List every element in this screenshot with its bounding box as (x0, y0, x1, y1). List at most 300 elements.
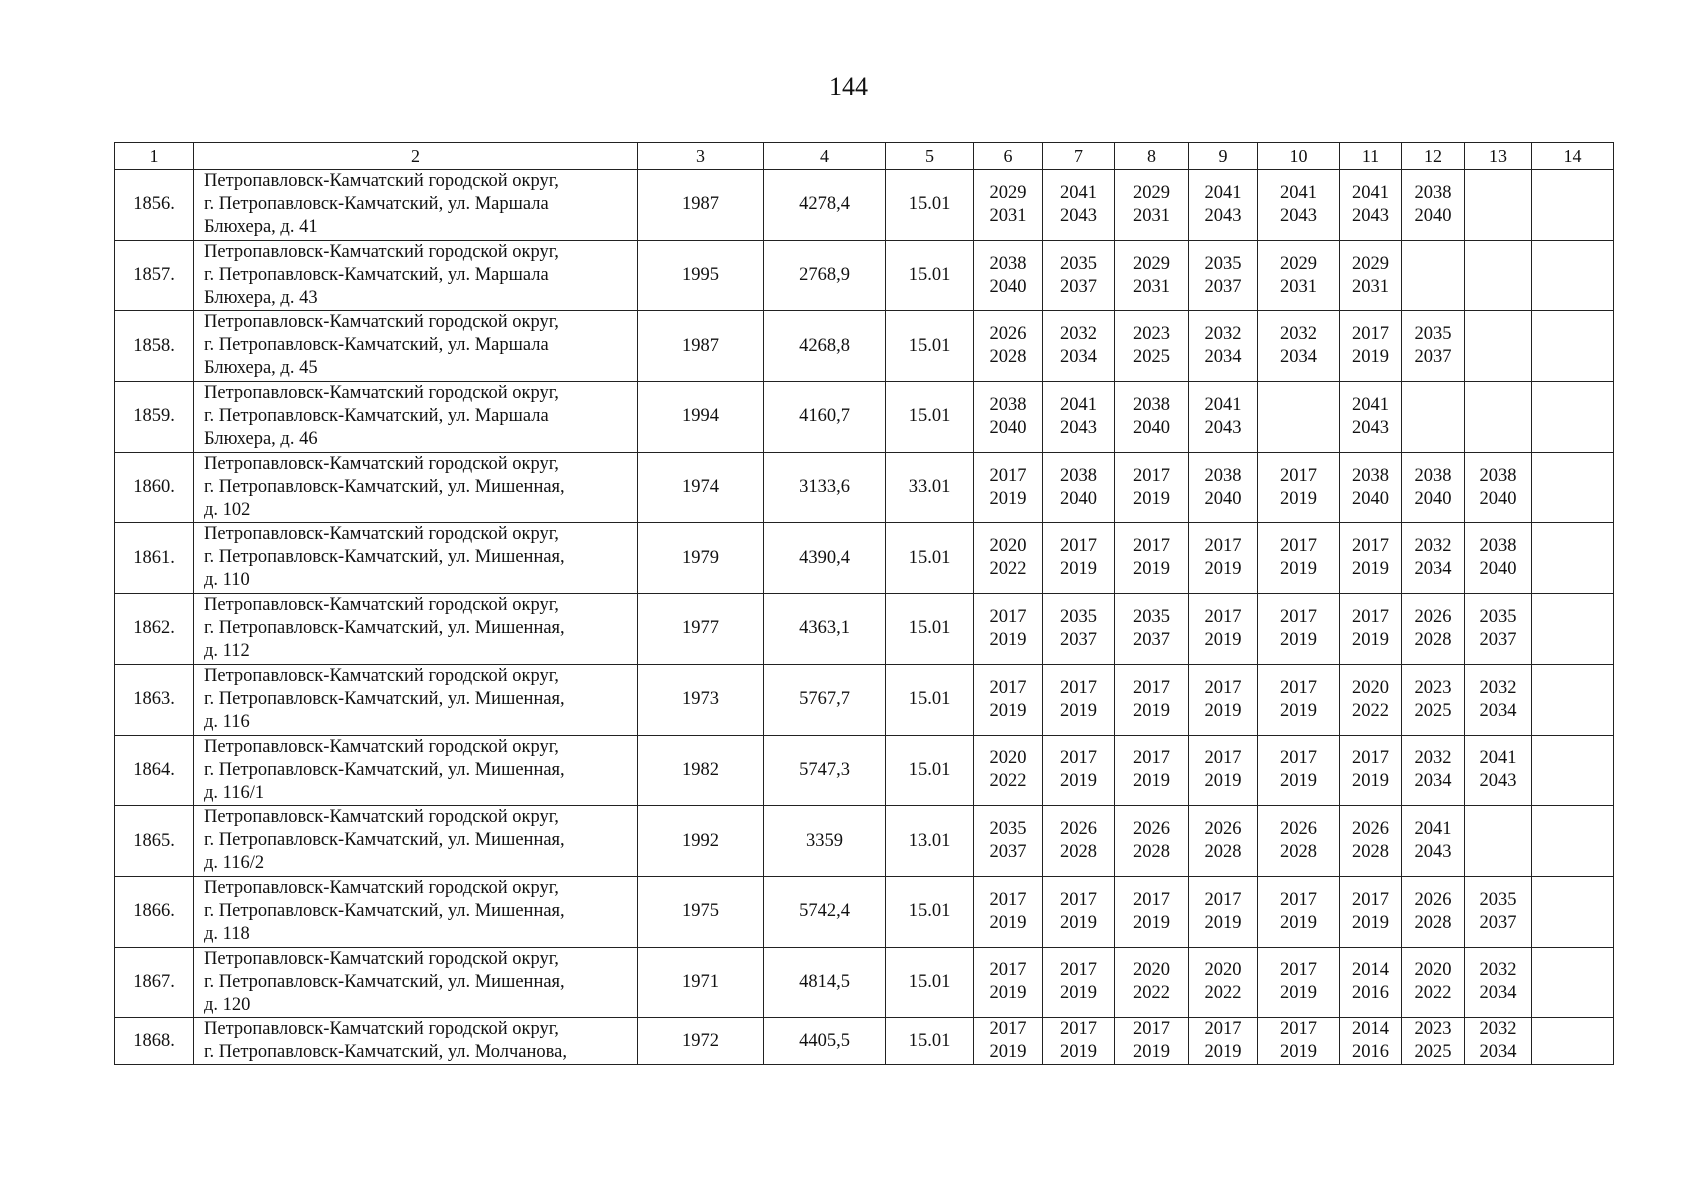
period-end: 2022 (1414, 983, 1452, 1004)
build-year: 1987 (638, 170, 764, 241)
period-cell (1189, 170, 1258, 241)
address-line: г. Петропавловск-Камчатский, ул. Мишенная, (204, 971, 565, 992)
build-year: 1972 (638, 1018, 764, 1065)
period-start: 2017 (989, 606, 1027, 627)
period-cell (1115, 735, 1189, 806)
period-end: 2040 (1479, 488, 1517, 509)
column-header: 8 (1115, 143, 1189, 170)
period-start: 2041 (1204, 394, 1242, 415)
column-header: 12 (1402, 143, 1465, 170)
period-start: 2032 (1414, 536, 1452, 557)
build-year: 1977 (638, 594, 764, 665)
period-cell (1043, 240, 1115, 311)
address-line: Петропавловск-Камчатский городской округ, (204, 241, 559, 262)
period-end: 2019 (1204, 559, 1242, 580)
period-end: 2034 (1280, 347, 1317, 368)
column-header: 2 (194, 143, 638, 170)
period-end: 2031 (1133, 205, 1170, 226)
period-end: 2019 (1060, 771, 1097, 792)
period-start: 2029 (1133, 253, 1170, 274)
address-line: Петропавловск-Камчатский городской округ, (204, 736, 559, 757)
period-start: 2032 (1479, 960, 1517, 981)
period-cell (1115, 947, 1189, 1018)
period-start: 2041 (1352, 182, 1389, 203)
period-cell (1340, 452, 1402, 523)
period-cell (974, 523, 1043, 594)
period-end: 2034 (1414, 771, 1452, 792)
period-cell (1043, 735, 1115, 806)
period-start: 2020 (1204, 960, 1242, 981)
period-end: 2022 (989, 559, 1027, 580)
table-row (115, 664, 1614, 735)
period-end: 2019 (1280, 629, 1317, 650)
period-cell (974, 735, 1043, 806)
row-number: 1868. (115, 1018, 194, 1065)
period-end: 2016 (1352, 1042, 1389, 1063)
period-cell (1532, 735, 1614, 806)
period-end: 2040 (1414, 205, 1452, 226)
period-start: 2026 (1060, 819, 1097, 840)
period-start: 2035 (1060, 606, 1097, 627)
period-cell (1465, 240, 1532, 311)
period-end: 2019 (1204, 629, 1242, 650)
period-start: 2017 (1133, 465, 1170, 486)
address-line: г. Петропавловск-Камчатский, ул. Маршала (204, 335, 549, 356)
period-start: 2032 (1479, 677, 1517, 698)
period-start: 2017 (1060, 960, 1097, 981)
period-cell (1115, 452, 1189, 523)
build-year: 1987 (638, 311, 764, 382)
table-row (115, 382, 1614, 453)
period-end: 2019 (1060, 559, 1097, 580)
period-end: 2037 (1060, 629, 1097, 650)
period-cell (1465, 947, 1532, 1018)
period-cell (1340, 1018, 1402, 1065)
table-body (115, 170, 1614, 1065)
address-cell (194, 1018, 638, 1065)
period-end: 2019 (989, 488, 1027, 509)
period-end: 2019 (1352, 912, 1389, 933)
row-number: 1863. (115, 664, 194, 735)
period-end: 2031 (1133, 276, 1170, 297)
build-year: 1994 (638, 382, 764, 453)
period-end: 2034 (1479, 700, 1517, 721)
period-cell (1258, 664, 1340, 735)
period-end: 2043 (1280, 205, 1317, 226)
period-start: 2020 (989, 536, 1027, 557)
total-area: 4268,8 (764, 311, 886, 382)
period-cell (1465, 452, 1532, 523)
period-cell (1258, 240, 1340, 311)
header-row (115, 143, 1614, 170)
row-number: 1865. (115, 806, 194, 877)
period-cell (1258, 594, 1340, 665)
period-start: 2017 (1204, 748, 1242, 769)
period-cell (1189, 735, 1258, 806)
period-end: 2028 (1414, 912, 1452, 933)
row-number: 1859. (115, 382, 194, 453)
build-year: 1979 (638, 523, 764, 594)
period-start: 2035 (1060, 253, 1097, 274)
build-year: 1995 (638, 240, 764, 311)
period-cell (1115, 240, 1189, 311)
period-end: 2025 (1414, 1042, 1452, 1063)
column-header: 3 (638, 143, 764, 170)
period-start: 2032 (1060, 324, 1097, 345)
period-start: 2026 (1414, 606, 1452, 627)
period-cell (1532, 664, 1614, 735)
period-cell (974, 311, 1043, 382)
period-cell (974, 452, 1043, 523)
period-end: 2019 (1060, 1042, 1097, 1063)
total-area: 5747,3 (764, 735, 886, 806)
period-end: 2037 (1479, 629, 1517, 650)
period-cell (1258, 947, 1340, 1018)
period-end: 2019 (1280, 771, 1317, 792)
period-cell (974, 594, 1043, 665)
address-line: д. 116/2 (204, 853, 265, 874)
period-start: 2017 (1280, 536, 1317, 557)
period-cell (1465, 806, 1532, 877)
period-cell (1402, 876, 1465, 947)
period-cell (1340, 664, 1402, 735)
build-year: 1975 (638, 876, 764, 947)
period-start: 2017 (1280, 465, 1317, 486)
period-end: 2040 (1060, 488, 1097, 509)
period-start: 2041 (1479, 748, 1517, 769)
period-end: 2019 (1133, 488, 1170, 509)
table-row (115, 594, 1614, 665)
period-cell (1532, 240, 1614, 311)
period-start: 2017 (1060, 677, 1097, 698)
period-cell (1189, 664, 1258, 735)
period-end: 2019 (1280, 1042, 1317, 1063)
period-start: 2017 (1204, 536, 1242, 557)
total-area: 2768,9 (764, 240, 886, 311)
period-start: 2017 (1280, 606, 1317, 627)
address-line: г. Петропавловск-Камчатский, ул. Маршала (204, 406, 549, 427)
period-end: 2040 (1133, 417, 1170, 438)
period-end: 2019 (1352, 771, 1389, 792)
period-end: 2019 (1133, 912, 1170, 933)
period-start: 2023 (1133, 324, 1170, 345)
address-line: г. Петропавловск-Камчатский, ул. Мишенная, (204, 830, 565, 851)
period-start: 2017 (1352, 324, 1389, 345)
period-cell (1043, 947, 1115, 1018)
address-line: г. Петропавловск-Камчатский, ул. Маршала (204, 194, 549, 214)
period-end: 2043 (1352, 417, 1389, 438)
period-end: 2019 (1060, 983, 1097, 1004)
period-cell (1189, 594, 1258, 665)
page-number: 144 (829, 72, 868, 101)
period-cell (1115, 1018, 1189, 1065)
period-end: 2040 (1414, 488, 1452, 509)
address-line: Петропавловск-Камчатский городской округ, (204, 877, 559, 898)
code: 15.01 (886, 735, 974, 806)
period-start: 2035 (1479, 606, 1517, 627)
period-cell (1043, 170, 1115, 241)
period-end: 2037 (989, 842, 1027, 863)
period-cell (1043, 876, 1115, 947)
total-area: 4390,4 (764, 523, 886, 594)
period-start: 2026 (1133, 819, 1170, 840)
period-end: 2043 (1060, 417, 1097, 438)
period-cell (1402, 735, 1465, 806)
column-header: 6 (974, 143, 1043, 170)
address-cell (194, 947, 638, 1018)
period-end: 2019 (1133, 700, 1170, 721)
period-end: 2019 (989, 629, 1027, 650)
code: 15.01 (886, 664, 974, 735)
period-end: 2016 (1352, 983, 1389, 1004)
address-line: д. 118 (204, 923, 250, 944)
column-header: 11 (1340, 143, 1402, 170)
column-header: 4 (764, 143, 886, 170)
address-cell (194, 806, 638, 877)
period-cell (1340, 382, 1402, 453)
period-start: 2026 (1280, 819, 1317, 840)
period-end: 2019 (989, 983, 1027, 1004)
period-start: 2038 (1133, 394, 1170, 415)
period-cell (1465, 311, 1532, 382)
period-start: 2038 (989, 394, 1027, 415)
period-cell (1258, 1018, 1340, 1065)
row-number: 1866. (115, 876, 194, 947)
period-start: 2026 (1414, 889, 1452, 910)
period-end: 2028 (1352, 842, 1389, 863)
period-cell (1340, 876, 1402, 947)
period-end: 2034 (1479, 1042, 1517, 1063)
address-line: г. Петропавловск-Камчатский, ул. Мишенная, (204, 688, 565, 709)
period-end: 2043 (1204, 205, 1242, 226)
address-line: Петропавловск-Камчатский городской округ, (204, 171, 559, 191)
period-end: 2040 (989, 276, 1027, 297)
period-cell (1465, 523, 1532, 594)
period-end: 2040 (1204, 488, 1242, 509)
period-cell (1043, 594, 1115, 665)
period-cell (1532, 876, 1614, 947)
period-end: 2019 (1060, 700, 1097, 721)
period-end: 2019 (1133, 559, 1170, 580)
period-start: 2017 (989, 889, 1027, 910)
period-cell (1115, 523, 1189, 594)
period-start: 2014 (1352, 960, 1389, 981)
period-cell (1402, 947, 1465, 1018)
period-end: 2037 (1204, 276, 1242, 297)
address-line: Петропавловск-Камчатский городской округ, (204, 1019, 559, 1040)
period-start: 2029 (1133, 182, 1170, 203)
period-cell (1043, 311, 1115, 382)
period-start: 2017 (989, 677, 1027, 698)
period-start: 2041 (1352, 394, 1389, 415)
build-year: 1982 (638, 735, 764, 806)
column-header: 10 (1258, 143, 1340, 170)
period-end: 2040 (989, 417, 1027, 438)
address-line: Блюхера, д. 45 (204, 358, 318, 379)
period-start: 2032 (1280, 324, 1317, 345)
row-number: 1858. (115, 311, 194, 382)
period-end: 2037 (1414, 347, 1452, 368)
period-cell (1115, 876, 1189, 947)
column-header: 13 (1465, 143, 1532, 170)
address-line: Блюхера, д. 41 (204, 217, 318, 237)
period-end: 2019 (1352, 347, 1389, 368)
address-line: д. 102 (204, 499, 251, 520)
period-start: 2041 (1204, 182, 1242, 203)
address-line: Петропавловск-Камчатский городской округ, (204, 453, 559, 474)
period-cell (1402, 452, 1465, 523)
period-start: 2017 (1204, 677, 1242, 698)
period-cell (1532, 452, 1614, 523)
table-row (115, 523, 1614, 594)
period-cell (1532, 1018, 1614, 1065)
period-cell (1189, 876, 1258, 947)
build-year: 1971 (638, 947, 764, 1018)
total-area: 5767,7 (764, 664, 886, 735)
address-cell (194, 735, 638, 806)
address-cell (194, 382, 638, 453)
period-end: 2019 (1352, 629, 1389, 650)
period-start: 2017 (1133, 748, 1170, 769)
period-start: 2041 (1414, 819, 1452, 840)
period-cell (1340, 170, 1402, 241)
address-cell (194, 594, 638, 665)
code: 15.01 (886, 523, 974, 594)
period-cell (1258, 170, 1340, 241)
period-start: 2029 (1352, 253, 1389, 274)
total-area: 4405,5 (764, 1018, 886, 1065)
period-cell (1043, 452, 1115, 523)
code: 15.01 (886, 170, 974, 241)
period-cell (1465, 382, 1532, 453)
address-line: г. Петропавловск-Камчатский, ул. Мишенная, (204, 476, 565, 497)
period-end: 2034 (1204, 347, 1242, 368)
period-start: 2017 (989, 960, 1027, 981)
period-start: 2017 (1060, 1019, 1097, 1040)
period-start: 2017 (1280, 677, 1317, 698)
period-cell (1402, 664, 1465, 735)
period-start: 2017 (1352, 748, 1389, 769)
period-start: 2035 (1133, 606, 1170, 627)
period-end: 2019 (1204, 771, 1242, 792)
total-area: 3133,6 (764, 452, 886, 523)
address-line: Петропавловск-Камчатский городской округ, (204, 807, 559, 828)
row-number: 1864. (115, 735, 194, 806)
total-area: 4160,7 (764, 382, 886, 453)
period-end: 2019 (989, 912, 1027, 933)
period-end: 2019 (1280, 700, 1317, 721)
table-row (115, 735, 1614, 806)
period-start: 2014 (1352, 1019, 1389, 1040)
period-cell (1340, 735, 1402, 806)
period-start: 2020 (1414, 960, 1452, 981)
total-area: 3359 (764, 806, 886, 877)
period-cell (974, 947, 1043, 1018)
period-cell (974, 382, 1043, 453)
housing-repair-table (114, 142, 1614, 1065)
period-end: 2028 (1280, 842, 1317, 863)
period-end: 2034 (1060, 347, 1097, 368)
period-cell (1340, 594, 1402, 665)
address-line: д. 110 (204, 570, 250, 591)
table-row (115, 311, 1614, 382)
address-line: г. Петропавловск-Камчатский, ул. Мишенная, (204, 618, 565, 639)
code: 33.01 (886, 452, 974, 523)
period-cell (1258, 876, 1340, 947)
table-row (115, 806, 1614, 877)
period-cell (1258, 806, 1340, 877)
period-cell (1465, 876, 1532, 947)
period-end: 2019 (1204, 912, 1242, 933)
period-cell (974, 664, 1043, 735)
column-header: 9 (1189, 143, 1258, 170)
period-cell (1258, 735, 1340, 806)
period-end: 2019 (1352, 559, 1389, 580)
period-end: 2031 (989, 205, 1027, 226)
period-start: 2017 (1204, 1019, 1242, 1040)
period-end: 2019 (1204, 1042, 1242, 1063)
table-row (115, 876, 1614, 947)
period-start: 2032 (1479, 1019, 1517, 1040)
period-cell (974, 876, 1043, 947)
row-number: 1867. (115, 947, 194, 1018)
period-end: 2022 (1133, 983, 1170, 1004)
period-end: 2019 (989, 1042, 1027, 1063)
address-cell (194, 311, 638, 382)
address-line: д. 112 (204, 641, 250, 662)
address-cell (194, 452, 638, 523)
period-start: 2026 (1352, 819, 1389, 840)
period-cell (1465, 735, 1532, 806)
code: 15.01 (886, 382, 974, 453)
code: 15.01 (886, 240, 974, 311)
period-start: 2023 (1414, 1019, 1452, 1040)
period-start: 2017 (1280, 960, 1317, 981)
period-cell (1402, 1018, 1465, 1065)
address-line: д. 116 (204, 711, 250, 732)
period-cell (1402, 523, 1465, 594)
column-header: 7 (1043, 143, 1115, 170)
period-end: 2022 (1204, 983, 1242, 1004)
build-year: 1973 (638, 664, 764, 735)
period-start: 2029 (989, 182, 1027, 203)
address-line: Петропавловск-Камчатский городской округ, (204, 383, 559, 404)
period-cell (1340, 806, 1402, 877)
period-end: 2034 (1479, 983, 1517, 1004)
address-line: Петропавловск-Камчатский городской округ, (204, 665, 559, 686)
address-line: Блюхера, д. 46 (204, 429, 318, 450)
period-cell (1258, 382, 1340, 453)
period-cell (1532, 170, 1614, 241)
period-end: 2037 (1060, 276, 1097, 297)
period-cell (1532, 947, 1614, 1018)
period-start: 2017 (1204, 889, 1242, 910)
period-end: 2043 (1479, 771, 1517, 792)
period-end: 2028 (1133, 842, 1170, 863)
period-cell (974, 170, 1043, 241)
period-start: 2017 (1060, 889, 1097, 910)
period-cell (1402, 594, 1465, 665)
period-cell (1189, 452, 1258, 523)
period-end: 2043 (1414, 842, 1452, 863)
address-line: г. Петропавловск-Камчатский, ул. Мишенная, (204, 759, 565, 780)
period-start: 2017 (1204, 606, 1242, 627)
address-line: Петропавловск-Камчатский городской округ, (204, 595, 559, 616)
period-end: 2043 (1060, 205, 1097, 226)
code: 15.01 (886, 1018, 974, 1065)
period-end: 2019 (1280, 488, 1317, 509)
period-start: 2038 (1479, 465, 1517, 486)
